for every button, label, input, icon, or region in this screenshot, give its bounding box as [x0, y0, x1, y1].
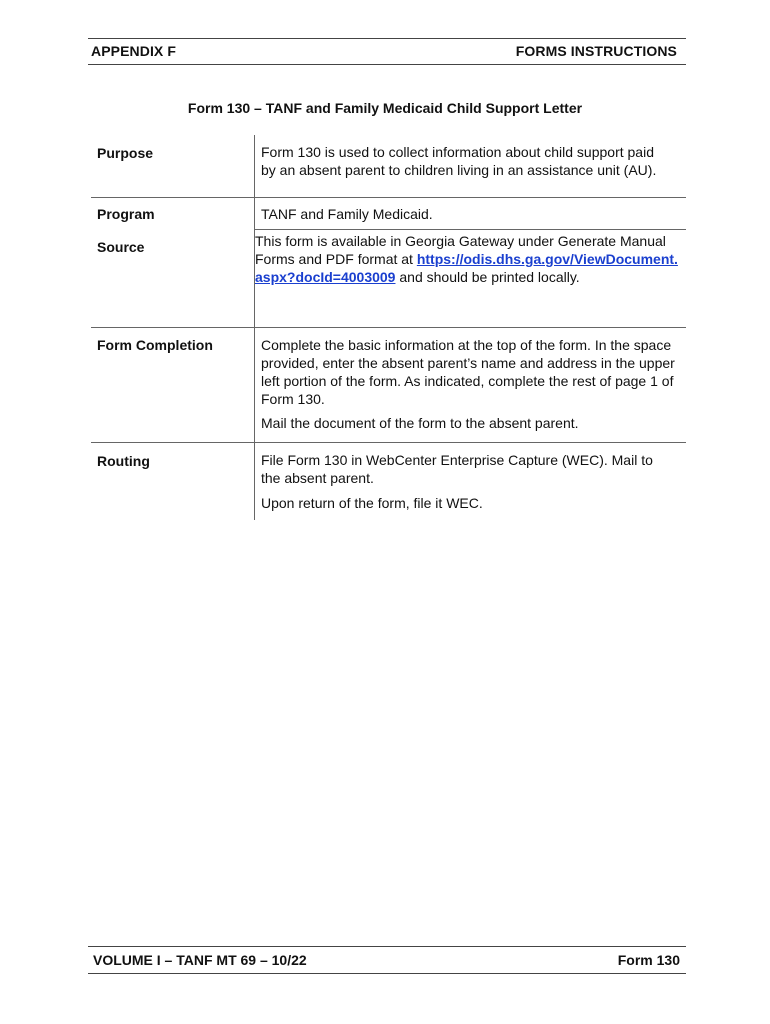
- header-section: FORMS INSTRUCTIONS: [515, 43, 677, 59]
- program-paragraph: TANF and Family Medicaid.: [261, 206, 433, 222]
- purpose-text: [261, 143, 671, 179]
- purpose-label: Purpose: [97, 145, 154, 161]
- form-completion-text: [261, 336, 676, 432]
- header-appendix: APPENDIX F: [91, 43, 177, 59]
- page-title: Form 130 – TANF and Family Medicaid Child Support Letter: [187, 100, 583, 116]
- row-divider: [254, 229, 686, 230]
- form-completion-paragraph-2: Mail the document of the form to the absent parent.: [261, 415, 579, 431]
- row-divider: [91, 442, 686, 443]
- page-footer: [88, 946, 686, 974]
- footer-form-number: Form 130: [617, 952, 680, 968]
- routing-paragraph-1: File Form 130 in WebCenter Enterprise Capture (WEC). Mail to the absent parent.: [261, 452, 653, 486]
- source-text: [255, 232, 685, 286]
- routing-text: [261, 451, 661, 512]
- form-completion-label: Form Completion: [97, 337, 213, 353]
- odis-link[interactable]: https://odis.dhs.ga.gov/ViewDocument.aspx?docId=4003009: [255, 251, 678, 285]
- form-completion-paragraph-1: Complete the basic information at the top of the form. In the space provided, enter the absent parent’s name and address in the upper left portion of the form. As indicated, complete the rest of page 1 of Form 130.: [261, 337, 675, 407]
- program-label: Program: [97, 206, 155, 222]
- routing-paragraph-2: Upon return of the form, file it WEC.: [261, 495, 483, 511]
- source-text-after: and should be printed locally.: [395, 269, 580, 285]
- page-header: [88, 38, 686, 65]
- source-label: Source: [97, 239, 145, 255]
- source-paragraph: [255, 232, 685, 286]
- row-divider: [91, 327, 686, 328]
- purpose-paragraph: Form 130 is used to collect information about child support paid by an absent parent to children living in an assistance unit (AU).: [261, 144, 657, 178]
- source-text-before: This form is available in Georgia Gateway under Generate Manual Forms and PDF format at: [255, 233, 666, 267]
- row-divider: [91, 197, 686, 198]
- program-text: [261, 205, 671, 223]
- footer-volume: VOLUME I – TANF MT 69 – 10/22: [93, 952, 307, 968]
- routing-label: Routing: [97, 453, 150, 469]
